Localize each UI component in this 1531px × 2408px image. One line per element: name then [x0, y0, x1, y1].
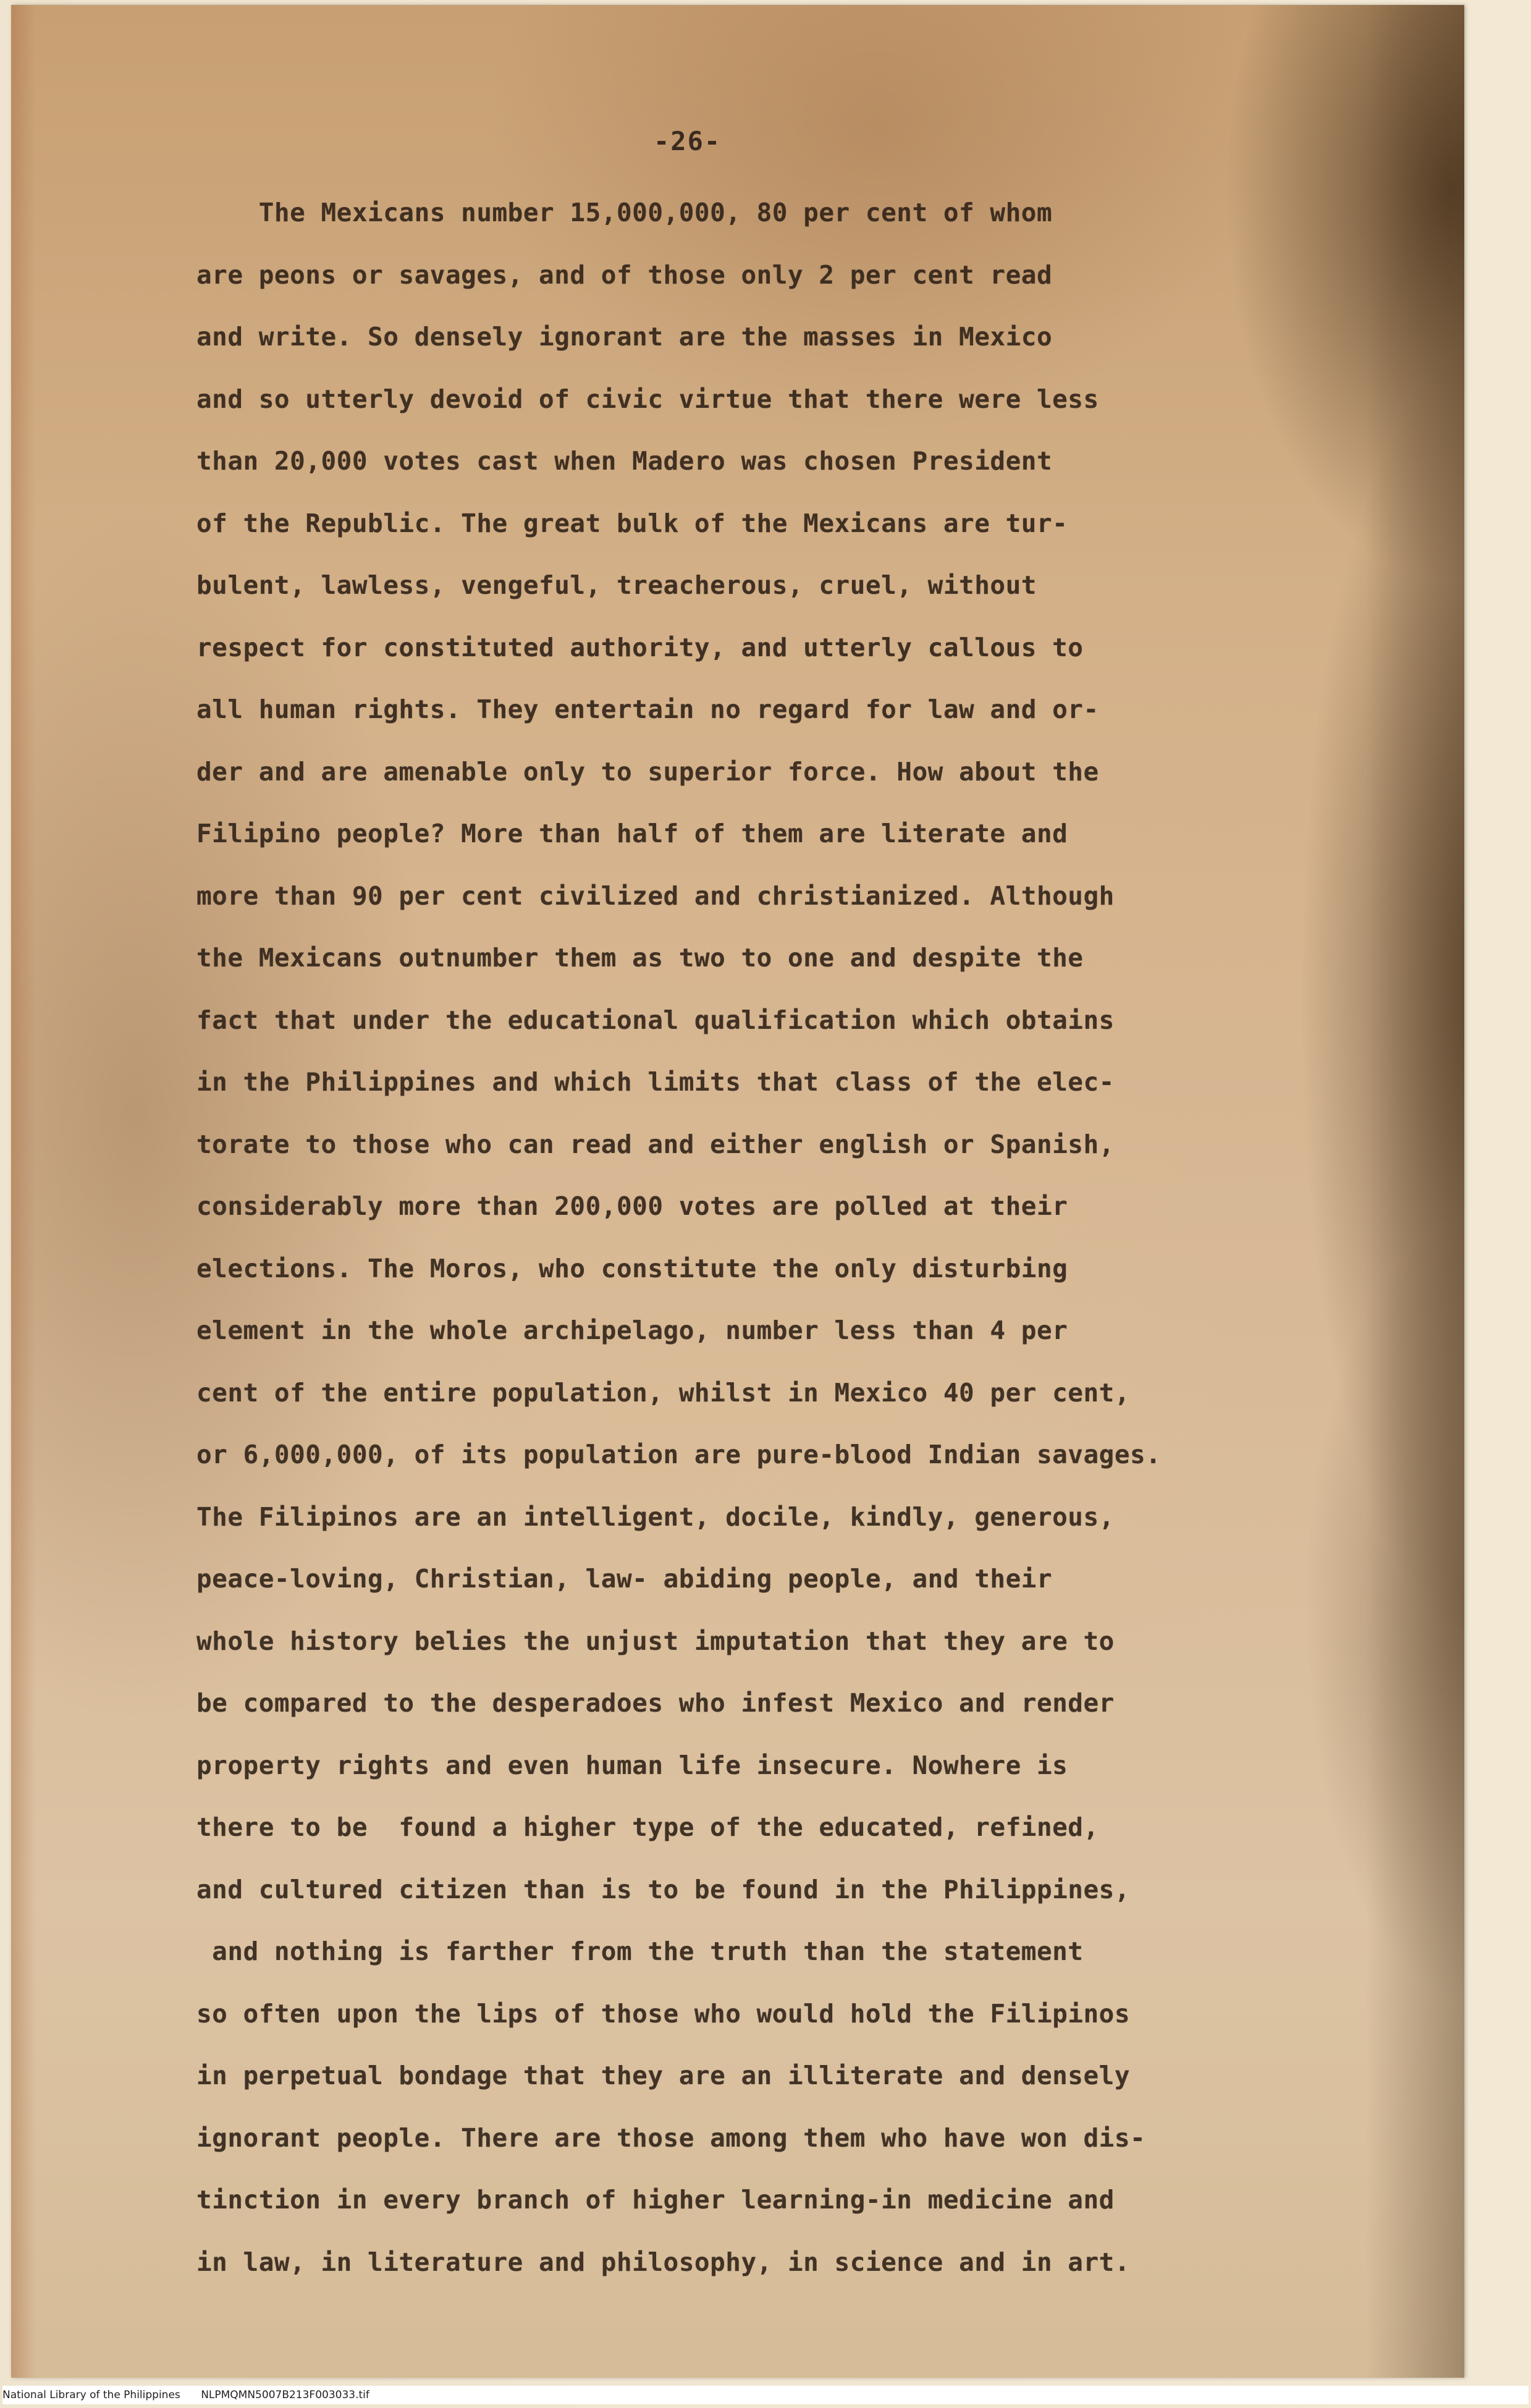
text-line: in the Philippines and which limits that class of the elec- [196, 1067, 1115, 1097]
text-line: are peons or savages, and of those only 2 per cent read [196, 260, 1053, 290]
text-line: bulent, lawless, vengeful, treacherous, cruel, without [196, 570, 1037, 600]
text-line: in law, in literature and philosophy, in science and in art. [196, 2247, 1131, 2277]
text-line: whole history belies the unjust imputation that they are to [196, 1626, 1115, 1656]
text-line: there to be found a higher type of the educated, refined, [196, 1812, 1099, 1842]
text-line: fact that under the educational qualification which obtains [196, 1005, 1115, 1035]
text-line: be compared to the desperadoes who infest Mexico and render [196, 1688, 1115, 1718]
text-line: The Mexicans number 15,000,000, 80 per cent of whom [196, 198, 1053, 227]
typed-page [11, 5, 1464, 2378]
text-line: respect for constituted authority, and utterly callous to [196, 632, 1084, 662]
text-line: Filipino people? More than half of them are literate and [196, 819, 1068, 848]
text-line: and nothing is farther from the truth than the statement [196, 1937, 1084, 1966]
text-line: cent of the entire population, whilst in Mexico 40 per cent, [196, 1377, 1131, 1408]
text-line: ignorant people. There are those among them who have won dis- [196, 2123, 1146, 2153]
text-line: property rights and even human life insecure. Nowhere is [196, 1750, 1068, 1780]
text-line: torate to those who can read and either english or Spanish, [196, 1129, 1115, 1159]
footer-reference: NLPMQMN5007B213F003033.tif [201, 2389, 369, 2401]
text-line: more than 90 per cent civilized and christianized. Although [196, 881, 1115, 911]
edge-stain [1365, 5, 1464, 2378]
text-line: so often upon the lips of those who would hold the Filipinos [196, 1998, 1131, 2029]
binding-stain [11, 5, 36, 2378]
footer-caption [2, 2386, 1529, 2404]
text-line: peace-loving, Christian, law- abiding people, and their [196, 1564, 1053, 1594]
text-line: The Filipinos are an intelligent, docile, kindly, generous, [196, 1502, 1115, 1532]
text-line: in perpetual bondage that they are an illiterate and densely [196, 2061, 1131, 2090]
text-line: and so utterly devoid of civic virtue that there were less [196, 384, 1099, 414]
page-number: -26- [654, 126, 722, 156]
text-line: the Mexicans outnumber them as two to one and despite the [196, 943, 1084, 973]
text-line: element in the whole archipelago, number less than 4 per [196, 1316, 1068, 1345]
text-line: der and are amenable only to superior force. How about the [196, 756, 1099, 787]
text-line: all human rights. They entertain no regard for law and or- [196, 695, 1099, 724]
text-line: of the Republic. The great bulk of the Mexicans are tur- [196, 508, 1068, 538]
text-line: considerably more than 200,000 votes are polled at their [196, 1191, 1068, 1221]
footer-institution: National Library of the Philippines [2, 2389, 180, 2401]
text-line: and cultured citizen than is to be found in the Philippines, [196, 1874, 1131, 1904]
text-line: and write. So densely ignorant are the masses in Mexico [196, 322, 1053, 352]
text-line: than 20,000 votes cast when Madero was chosen President [196, 446, 1053, 476]
text-line: or 6,000,000, of its population are pure-blood Indian savages. [196, 1440, 1162, 1469]
body-text [196, 182, 1370, 2293]
text-line: elections. The Moros, who constitute the only disturbing [196, 1253, 1068, 1283]
text-line: tinction in every branch of higher learning-in medicine and [196, 2185, 1115, 2215]
